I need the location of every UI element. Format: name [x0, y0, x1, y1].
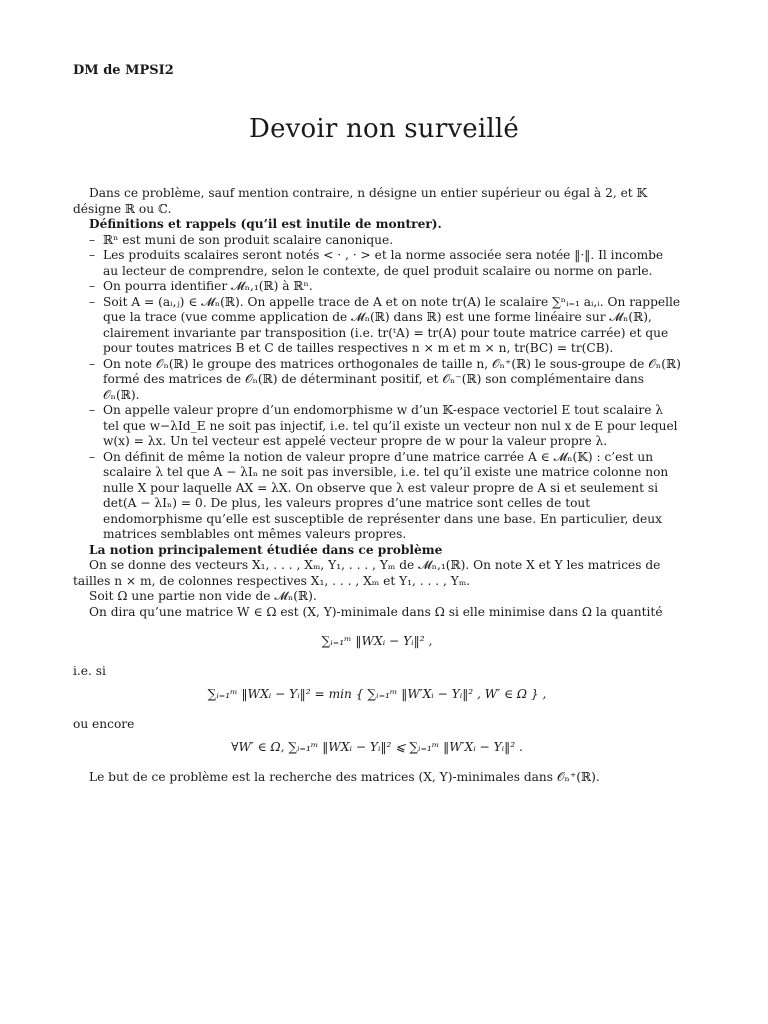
goal-paragraph: Le but de ce problème est la recherche des matrices (X, Y)-minimales dans 𝒪ₙ⁺(ℝ). [89, 769, 600, 784]
definition-item: – ℝⁿ est muni de son produit scalaire canonique. [89, 232, 394, 247]
definition-item: – Soit A = (aᵢ,ⱼ) ∈ 𝓜ₙ(ℝ). On appelle trace de A et on note tr(A) le scalaire ∑ⁿᵢ₌₁ aᵢ,ᵢ. On rappelle que la trace (vue comme application de 𝓜ₙ(ℝ) dans ℝ) est une forme linéaire sur 𝓜ₙ(ℝ), clairement invariante par transposition (i.e. tr(ᵗA) = tr(A) pour toute matrice carrée) et que pour toutes matrices B et C de tailles respectives n × m et m × n, tr(BC) = tr(CB). [89, 294, 681, 355]
notion-paragraph: On se donne des vecteurs X₁, . . . , Xₘ, Y₁, . . . , Yₘ de 𝓜ₙ,₁(ℝ). On note X et Y les matrices de tailles n × m, de colonnes respectives X₁, . . . , Xₘ et Y₁, . . . , Yₘ. [73, 558, 661, 588]
equation-2: ∑ᵢ₌₁ᵐ ‖WXᵢ − Yᵢ‖² = min { ∑ᵢ₌₁ᵐ ‖W′Xᵢ − Yᵢ‖² , W′ ∈ Ω } , [207, 687, 547, 701]
definition-text: Soit A = (aᵢ,ⱼ) ∈ 𝓜ₙ(ℝ). On appelle trace de A et on note tr(A) le scalaire ∑ⁿᵢ₌₁ aᵢ,ᵢ. On rappelle que la trace (vue comme application de 𝓜ₙ(ℝ) dans ℝ) est une forme linéaire sur 𝓜ₙ(ℝ), clairement invariante par transposition (i.e. tr(ᵗA) = tr(A) pour toute matrice carrée) et que pour toutes matrices B et C de tailles respectives n × m et m × n, tr(BC) = tr(CB). [103, 294, 681, 355]
definitions-heading: Définitions et rappels (qu’il est inutile de montrer). [89, 217, 442, 231]
notion-paragraph: Soit Ω une partie non vide de 𝓜ₙ(ℝ). [89, 589, 317, 603]
notion-heading: La notion principalement étudiée dans ce problème [89, 542, 443, 557]
page-title: Devoir non surveillé [249, 114, 519, 144]
definition-text: On appelle valeur propre d’un endomorphisme w d’un 𝕂-espace vectoriel E tout scalaire λ tel que w−λId_E ne soit pas injectif, i.e. tel qu’il existe un vecteur non nul x de E pour lequel w(x) = λx. Un tel vecteur est appelé vecteur propre de w pour la valeur propre λ. [103, 403, 678, 448]
definition-text: On pourra identifier 𝓜ₙ,₁(ℝ) à ℝⁿ. [103, 279, 313, 293]
definition-text: On note 𝒪ₙ(ℝ) le groupe des matrices orthogonales de taille n, 𝒪ₙ⁺(ℝ) le sous-groupe de 𝒪ₙ(ℝ) formé des matrices de 𝒪ₙ(ℝ) de déterminant positif, et 𝒪ₙ⁻(ℝ) son complémentaire dans 𝒪ₙ(ℝ). [103, 356, 681, 402]
notion-paragraph: On dira qu’une matrice W ∈ Ω est (X, Y)-minimale dans Ω si elle minimise dans Ω la quantité [89, 604, 663, 619]
definition-item: – On note 𝒪ₙ(ℝ) le groupe des matrices orthogonales de taille n, 𝒪ₙ⁺(ℝ) le sous-groupe de 𝒪ₙ(ℝ) formé des matrices de 𝒪ₙ(ℝ) de déterminant positif, et 𝒪ₙ⁻(ℝ) son complémentaire dans 𝒪ₙ(ℝ). [89, 356, 681, 402]
definition-text: Les produits scalaires seront notés < · , · > et la norme associée sera notée ‖·‖. Il incombe au lecteur de comprendre, selon le contexte, de quel produit scalaire ou norme on parle. [103, 248, 664, 278]
ie-label: i.e. si [73, 663, 106, 678]
definition-text: ℝⁿ est muni de son produit scalaire canonique. [103, 232, 394, 247]
document-body [73, 186, 681, 785]
equation-3: ∀W′ ∈ Ω, ∑ᵢ₌₁ᵐ ‖WXᵢ − Yᵢ‖² ⩽ ∑ᵢ₌₁ᵐ ‖W′Xᵢ − Yᵢ‖² . [231, 740, 523, 754]
definition-item: – On pourra identifier 𝓜ₙ,₁(ℝ) à ℝⁿ. [89, 279, 313, 293]
ou-encore-label: ou encore [73, 716, 135, 731]
document-header: DM de MPSI2 [73, 63, 174, 78]
definition-item: – Les produits scalaires seront notés < · , · > et la norme associée sera notée ‖·‖. Il incombe au lecteur de comprendre, selon le contexte, de quel produit scalaire ou norme on parle. [89, 248, 664, 278]
definition-item: – On appelle valeur propre d’un endomorphisme w d’un 𝕂-espace vectoriel E tout scalaire λ tel que w−λId_E ne soit pas injectif, i.e. tel qu’il existe un vecteur non nul x de E pour lequel w(x) = λx. Un tel vecteur est appelé vecteur propre de w pour la valeur propre λ. [89, 403, 678, 448]
equation-1: ∑ᵢ₌₁ᵐ ‖WXᵢ − Yᵢ‖² , [321, 634, 433, 648]
intro-paragraph: Dans ce problème, sauf mention contraire, n désigne un entier supérieur ou égal à 2, et 𝕂 désigne ℝ ou ℂ. [73, 186, 648, 216]
definition-text: On définit de même la notion de valeur propre d’une matrice carrée A ∈ 𝓜ₙ(𝕂) : c’est un scalaire λ tel que A − λIₙ ne soit pas inversible, i.e. tel qu’il existe une matrice colonne non nulle X pour laquelle AX = λX. On observe que λ est valeur propre de A si et seulement si det(A − λIₙ) = 0. De plus, les valeurs propres d’une matrice sont celles de tout endomorphisme qu’elle est susceptible de représenter dans une base. En particulier, deux matrices semblables ont mêmes valeurs propres. [103, 449, 669, 541]
definition-item: – On définit de même la notion de valeur propre d’une matrice carrée A ∈ 𝓜ₙ(𝕂) : c’est un scalaire λ tel que A − λIₙ ne soit pas inversible, i.e. tel qu’il existe une matrice colonne non nulle X pour laquelle AX = λX. On observe que λ est valeur propre de A si et seulement si det(A − λIₙ) = 0. De plus, les valeurs propres d’une matrice sont celles de tout endomorphisme qu’elle est susceptible de représenter dans une base. En particulier, deux matrices semblables ont mêmes valeurs propres. [89, 449, 669, 541]
